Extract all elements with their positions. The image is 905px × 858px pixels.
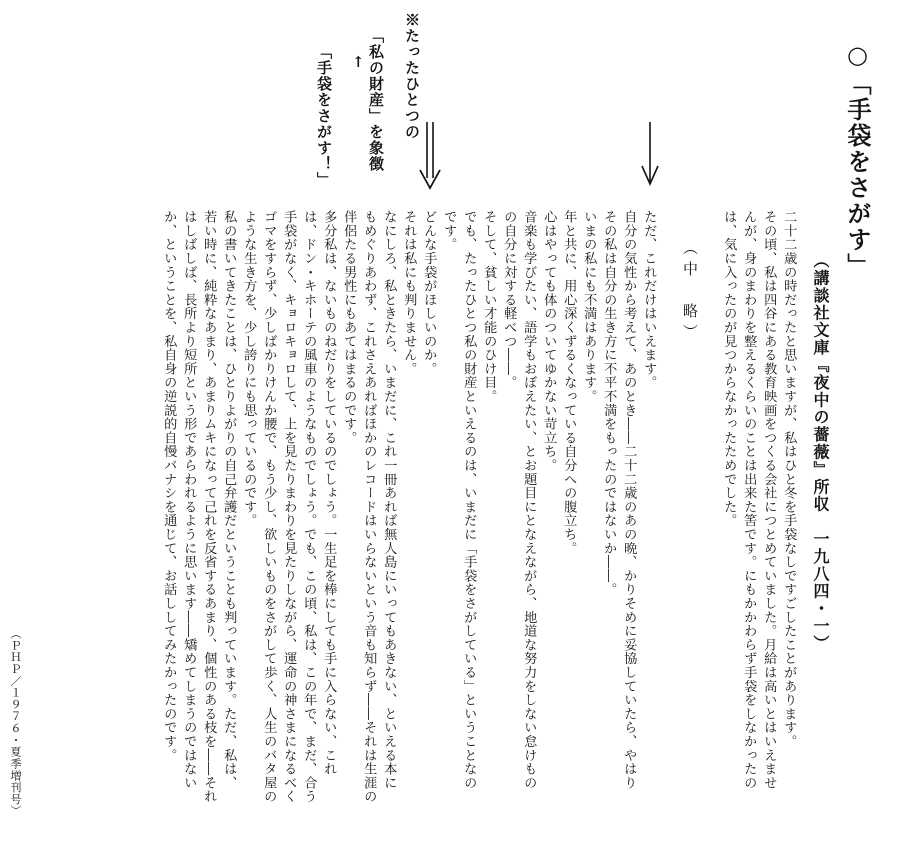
body-line: その私は自分の生き方に不平不満をもったのではないか――。 [601, 210, 617, 597]
body-line: いまの私にも不満はあります。 [581, 210, 597, 404]
body-line: です。 [441, 210, 457, 252]
body-line: ゴマをすらず、少しばかりけんか腰で、もう少し、欲しいものをさがして歩く、人生のバタ屋の [261, 210, 277, 804]
body-line: か、ということを、私自身の逆説的自慢バナシを通じて、お話ししてみたかったのです。 [161, 210, 177, 762]
body-line: 手袋がなく、キョロキョロして、上を見たりまわりを見たりしながら、運命の神さまになるべく [281, 210, 297, 804]
body-line: 自分の気性から考えて、あのとき――二十二歳のあの晩、かりそめに妥協していたら、やはり [621, 210, 637, 790]
annotation-note-arrow: ↑ [352, 53, 365, 71]
body-line: は、ドン・キホーテの風車のようなものでしょう。でも、この頃、私は、この年で、まだ、合う [301, 210, 317, 804]
body-line: もめぐりあわず、これさえあればほかのレコードはいらないという音も知らず――それは生涯の [361, 210, 377, 804]
body-line: でも、たったひとつ私の財産といえるのは、いまだに「手袋をさがしている」ということなの [461, 210, 477, 790]
body-line: 心はやっても体のついてゆかない苛立ち。 [541, 210, 557, 473]
body-line: 年と共に、用心深くずるくなっている自分への腹立ち。 [561, 210, 577, 555]
body-line: 私の書いてきたことは、ひとりよがりの自己弁護だということも判っています。ただ、私は、 [221, 210, 237, 790]
body-line: そして、貧しい才能のひけ目。 [481, 210, 497, 404]
body-line: どんな手袋がほしいのか。 [421, 210, 437, 376]
annotation-note-line3: 「手袋をさがす！」 [315, 44, 333, 188]
section-break: （中 略） [681, 240, 699, 345]
body-line: ただ、これだけはいえます。 [641, 210, 657, 390]
body-line: は、気に入ったのが見つからなかったためでした。 [721, 210, 737, 528]
double-down-arrow-icon [418, 120, 442, 192]
body-line: なにしろ、私ときたら、いまだに、これ一冊あれば無人島にいってもあきない、といえる本に [381, 210, 397, 790]
body-line: はしばしば、長所より短所という形であらわれるように思います――矯めてしまうのではない [181, 210, 197, 790]
annotation-note-line1: ※たったひとつの [403, 12, 421, 140]
down-arrow-icon [640, 120, 660, 186]
body-line: 伴侶たる男性にもあてはまるのです。 [341, 210, 357, 445]
page-title: ○「手袋をさがす」 [843, 40, 872, 279]
body-line: 多分私は、ないものねだりをしているのでしょう。一生足を棒にしても手に入らない、これ [321, 210, 337, 776]
publication-note: （ＰＨＰ／１９７６・夏季増刊号） [9, 628, 22, 817]
body-line: その頃、私は四谷にある教育映画をつくる会社につとめていました。月給は高いとはいえませ [761, 210, 777, 790]
body-line: 音楽も学びたい、語学もおぼえたい、とお題目にとなえながら、地道な努力をしない怠けもの [521, 210, 537, 790]
annotation-note-line2: 「私の財産」を象徴 [367, 28, 385, 172]
body-line: の自分に対する軽べつ――。 [501, 210, 517, 390]
body-line: 二十二歳の時だったと思いますが、私はひと冬を手袋なしですごしたことがあります。 [781, 210, 797, 749]
body-line: それは私にも判りません。 [401, 210, 417, 376]
body-line: 若い時に、純粋なあまり、あまりムキになって己れを反省するあまり、個性のある枝を――それ [201, 210, 217, 804]
source-citation: （講談社文庫『夜中の薔薇』所収 一九八四・一） [811, 252, 830, 653]
body-line: んが、身のまわりを整えるくらいのことは出来た筈です。にもかかわらず手袋をしなかったの [741, 210, 757, 790]
body-line: ような生き方を、少し誇りにも思っているのです。 [241, 210, 257, 528]
